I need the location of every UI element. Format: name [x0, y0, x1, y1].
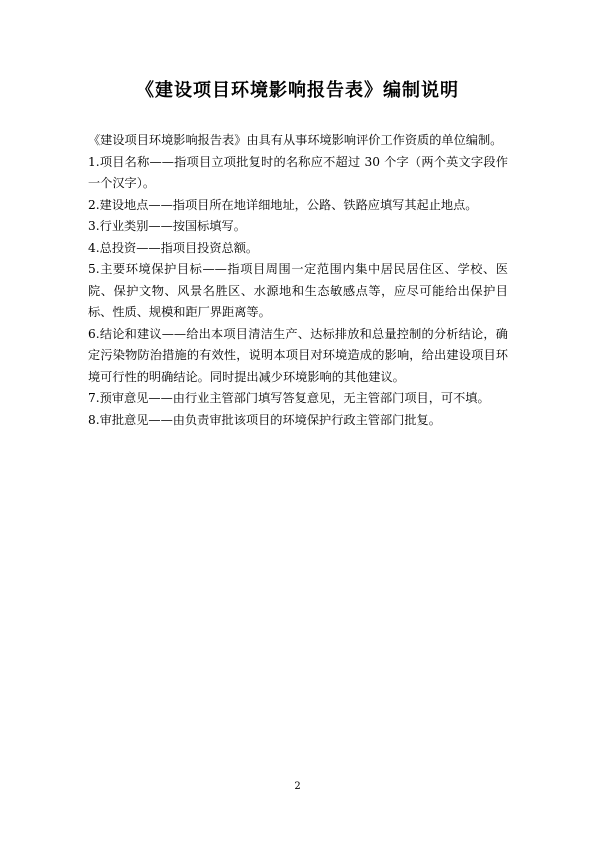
page-title: 《建设项目环境影响报告表》编制说明 — [136, 80, 459, 101]
instruction-item-2: 2.建设地点——指项目所在地详细地址，公路、铁路应填写其起止地点。 — [88, 197, 478, 212]
instruction-item-6: 6.结论和建议——给出本项目清洁生产、达标排放和总量控制的分析结论，确定污染物防治措施的有效性，说明本项目对环境造成的影响，给出建设项目环境可行性的明确结论。同时提出减少环境影响的其他建议。 — [88, 326, 508, 384]
instruction-item-1: 1.项目名称——指项目立项批复时的名称应不超过 30 个字（两个英文字段作一个汉字）。 — [88, 154, 508, 190]
intro-paragraph: 《建设项目环境影响报告表》由具有从事环境影响评价工作资质的单位编制。 — [88, 133, 503, 147]
instruction-item-4: 4.总投资——指项目投资总额。 — [88, 240, 259, 255]
instruction-item-7: 7.预审意见——由行业主管部门填写答复意见，无主管部门项目，可不填。 — [88, 391, 490, 405]
instruction-item-3: 3.行业类别——按国标填写。 — [88, 219, 246, 233]
instruction-item-5: 5.主要环境保护目标——指项目周围一定范围内集中居民居住区、学校、医院、保护文物、风景名胜区、水源地和生态敏感点等，应尽可能给出保护目标、性质、规模和距厂界距离等。 — [88, 262, 508, 319]
page-number: 2 — [294, 781, 301, 792]
instructions-body — [88, 130, 508, 431]
instruction-item-8: 8.审批意见——由负责审批该项目的环境保护行政主管部门批复。 — [88, 412, 441, 427]
